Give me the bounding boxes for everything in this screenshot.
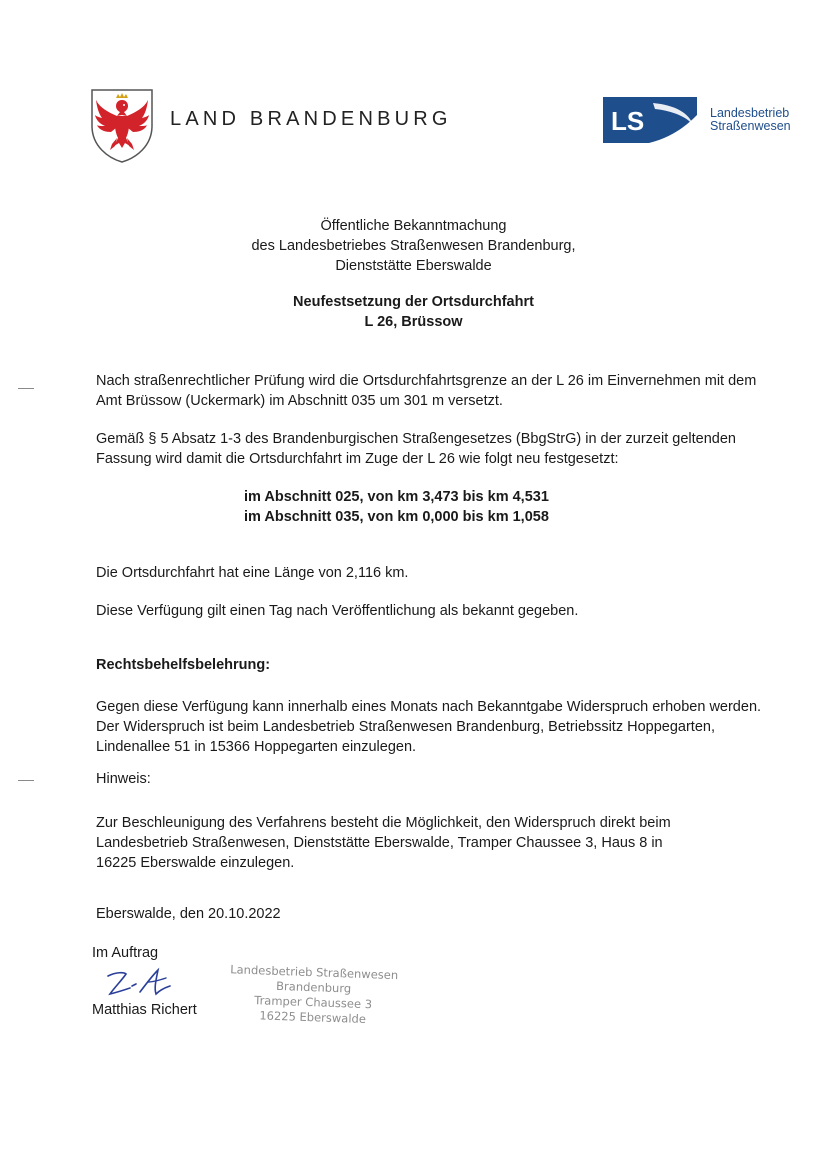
on-behalf-label: Im Auftrag bbox=[92, 945, 159, 961]
text-line: Der Widerspruch ist beim Landesbetrieb Straßenwesen Brandenburg, Betriebssitz Hoppegarten, bbox=[96, 719, 715, 735]
text-line: Fassung wird damit die Ortsdurchfahrt im Zuge der L 26 wie folgt neu festgesetzt: bbox=[96, 451, 619, 467]
stamp-line: Brandenburg bbox=[275, 978, 352, 996]
stamp-line: Tramper Chaussee 3 bbox=[254, 993, 373, 1012]
agency-name bbox=[710, 107, 791, 133]
paragraph-legal-basis bbox=[96, 429, 746, 469]
paragraph-review bbox=[96, 371, 757, 411]
text-line: Gegen diese Verfügung kann innerhalb eines Monats nach Bekanntgabe Widerspruch erhoben werden. bbox=[96, 699, 762, 715]
brandenburg-eagle-icon bbox=[88, 86, 156, 164]
text-line: Amt Brüssow (Uckermark) im Abschnitt 035 um 301 m versetzt. bbox=[96, 393, 503, 409]
text-line: Zur Beschleunigung des Verfahrens besteht die Möglichkeit, den Widerspruch direkt beim bbox=[96, 815, 671, 831]
official-stamp bbox=[220, 962, 407, 1028]
section-035: im Abschnitt 035, von km 0,000 bis km 1,058 bbox=[244, 509, 549, 525]
document-subtitle: L 26, Brüssow bbox=[364, 314, 463, 330]
signer-name: Matthias Richert bbox=[92, 1002, 197, 1018]
agency-line-2: Straßenwesen bbox=[710, 119, 791, 133]
legal-remedy-text bbox=[96, 697, 762, 757]
notice-line-1: Öffentliche Bekanntmachung bbox=[320, 218, 507, 234]
notice-line-2: des Landesbetriebes Straßenwesen Brandenburg, bbox=[251, 238, 576, 254]
note-heading: Hinweis: bbox=[96, 771, 151, 787]
text-line: Gemäß § 5 Absatz 1-3 des Brandenburgischen Straßengesetzes (BbgStrG) in der zurzeit geltenden bbox=[96, 431, 736, 447]
text-line: Landesbetrieb Straßenwesen, Dienststätte Eberswalde, Tramper Chaussee 3, Haus 8 in bbox=[96, 835, 663, 851]
fold-mark bbox=[18, 780, 34, 781]
signature-icon bbox=[100, 964, 180, 1004]
agency-line-1: Landesbetrieb bbox=[710, 106, 790, 120]
place-date: Eberswalde, den 20.10.2022 bbox=[96, 906, 281, 922]
text-line: 16225 Eberswalde einzulegen. bbox=[96, 855, 295, 871]
fold-mark bbox=[18, 388, 34, 389]
validity-statement: Diese Verfügung gilt einen Tag nach Veröffentlichung als bekannt gegeben. bbox=[96, 603, 579, 619]
text-line: Nach straßenrechtlicher Prüfung wird die Ortsdurchfahrtsgrenze an der L 26 im Einvernehmen mit dem bbox=[96, 373, 757, 389]
ls-logo-icon bbox=[603, 97, 697, 143]
stamp-line: 16225 Eberswalde bbox=[259, 1008, 367, 1027]
length-statement: Die Ortsdurchfahrt hat eine Länge von 2,116 km. bbox=[96, 565, 409, 581]
notice-line-3: Dienststätte Eberswalde bbox=[335, 258, 492, 274]
section-025: im Abschnitt 025, von km 3,473 bis km 4,531 bbox=[244, 489, 549, 505]
text-line: Lindenallee 51 in 15366 Hoppegarten einzulegen. bbox=[96, 739, 417, 755]
note-text bbox=[96, 813, 746, 873]
state-name: LAND BRANDENBURG bbox=[170, 108, 452, 130]
legal-remedy-heading: Rechtsbehelfsbelehrung: bbox=[96, 657, 271, 673]
stamp-line: Landesbetrieb Straßenwesen bbox=[230, 962, 399, 983]
document-title: Neufestsetzung der Ortsdurchfahrt bbox=[293, 294, 534, 310]
ls-logo-text: LS bbox=[611, 106, 645, 136]
